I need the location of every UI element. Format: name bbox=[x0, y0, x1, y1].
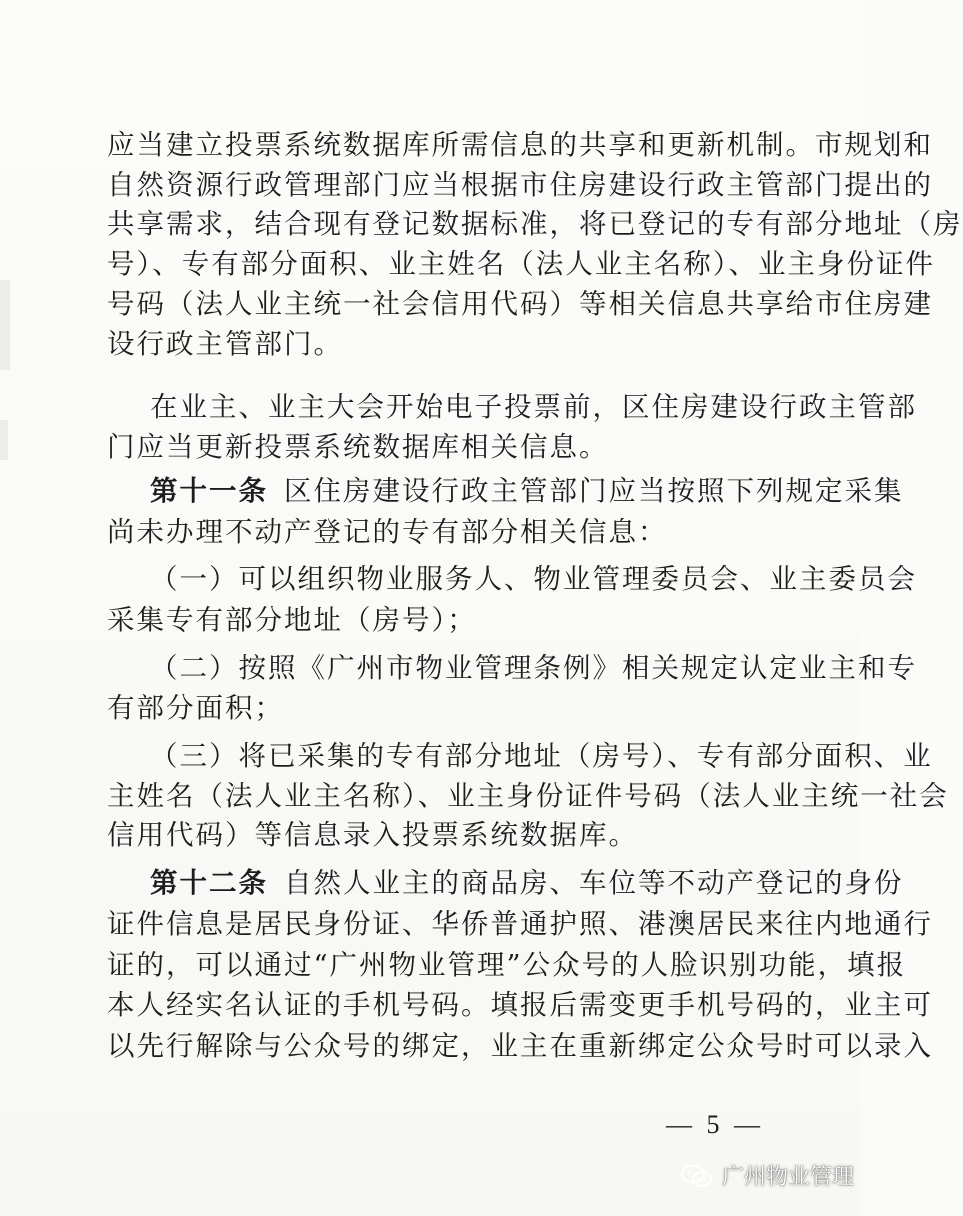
article-11-text: 区住房建设行政主管部门应当按照下列规定采集 bbox=[284, 475, 904, 507]
body-line: 尚未办理不动产登记的专有部分相关信息： bbox=[107, 516, 668, 548]
body-line: 号码（法人业主统一社会信用代码）等相关信息共享给市住房建 bbox=[107, 288, 933, 320]
body-line: 采集专有部分地址（房号）； bbox=[107, 604, 477, 636]
article-11-label: 第十一条 bbox=[150, 475, 268, 507]
article-12-line bbox=[150, 864, 904, 902]
body-line: 以先行解除与公众号的绑定，业主在重新绑定公众号时可以录入 bbox=[107, 1030, 933, 1062]
scan-artifact bbox=[0, 420, 8, 460]
list-item-1: （一）可以组织物业服务人、物业管理委员会、业主委员会 bbox=[150, 563, 917, 595]
body-line: 本人经实名认证的手机号码。填报后需变更手机号码的，业主可 bbox=[107, 989, 933, 1021]
body-line: 主姓名（法人业主名称）、业主身份证件号码（法人业主统一社会 bbox=[107, 780, 949, 812]
watermark-text: 广州物业管理 bbox=[722, 1165, 855, 1190]
article-12-text: 自然人业主的商品房、车位等不动产登记的身份 bbox=[284, 867, 904, 899]
body-line: 自然资源行政管理部门应当根据市住房建设行政主管部门提出的 bbox=[107, 169, 933, 201]
body-line: 证件信息是居民身份证、华侨普通护照、港澳居民来往内地通行 bbox=[107, 908, 933, 940]
article-12-label: 第十二条 bbox=[150, 867, 268, 899]
body-line: 应当建立投票系统数据库所需信息的共享和更新机制。市规划和 bbox=[107, 129, 933, 161]
body-line: 证的，可以通过“广州物业管理”公众号的人脸识别功能，填报 bbox=[107, 949, 907, 981]
body-line: 在业主、业主大会开始电子投票前，区住房建设行政主管部 bbox=[150, 391, 917, 423]
scan-artifact bbox=[0, 280, 10, 370]
wechat-icon bbox=[680, 1163, 714, 1189]
body-line: 号）、专有部分面积、业主姓名（法人业主名称）、业主身份证件 bbox=[107, 248, 935, 280]
article-11-line bbox=[150, 472, 904, 510]
wechat-watermark bbox=[680, 1160, 854, 1191]
body-line: 设行政主管部门。 bbox=[107, 328, 343, 360]
body-line: 信用代码）等信息录入投票系统数据库。 bbox=[107, 819, 638, 851]
body-line: 有部分面积； bbox=[107, 692, 284, 724]
body-line: 门应当更新投票系统数据库相关信息。 bbox=[107, 431, 609, 463]
list-item-3: （三）将已采集的专有部分地址（房号）、专有部分面积、业 bbox=[150, 740, 933, 772]
list-item-2: （二）按照《广州市物业管理条例》相关规定认定业主和专 bbox=[150, 652, 917, 684]
body-line: 共享需求，结合现有登记数据标准，将已登记的专有部分地址（房 bbox=[107, 208, 963, 240]
page-number: — 5 — bbox=[666, 1110, 764, 1139]
